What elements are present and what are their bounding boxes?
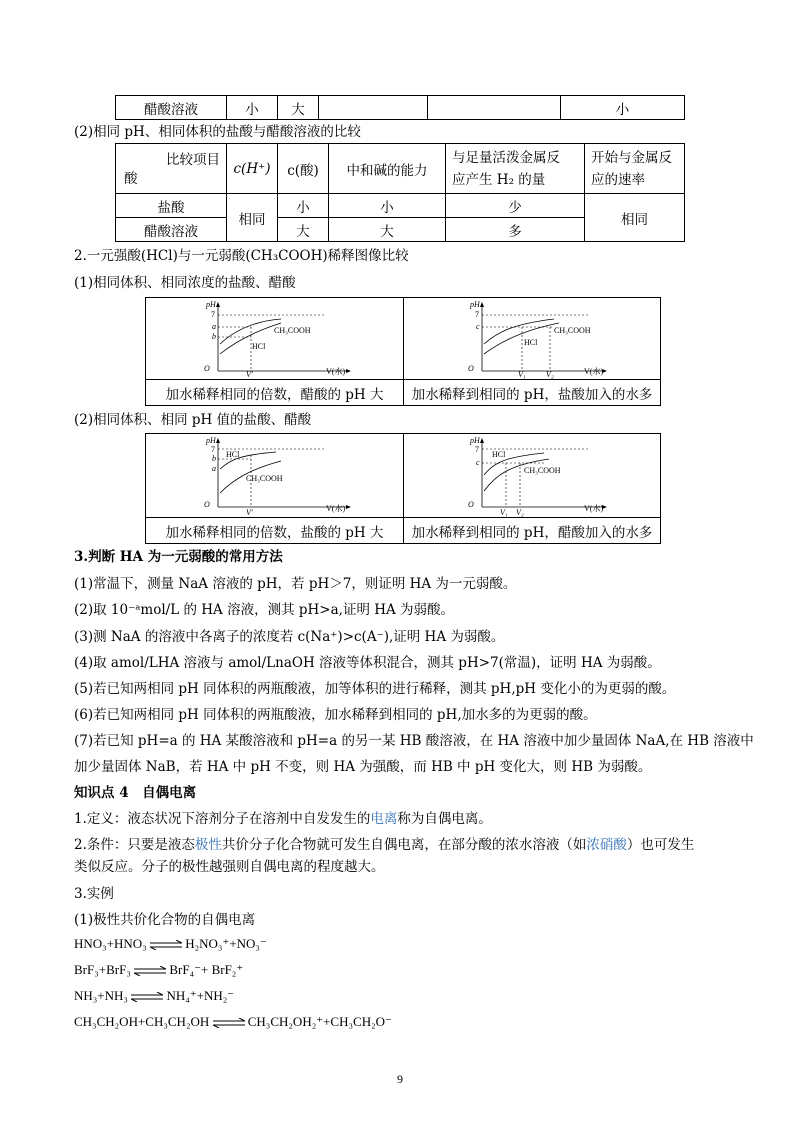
caption-1a: 加水稀释相同的倍数，醋酸的 pH 大 (146, 380, 404, 406)
cell-acetic: 醋酸溶液 (116, 96, 227, 120)
subsection-2-title: (2)相同体积、相同 pH 值的盐酸、醋酸 (74, 412, 312, 428)
method-7-cont: 加少量固体 NaB，若 HA 中 pH 不变，则 HA 为强酸，而 HB 中 pH 变化大，则 HB 为弱酸。 (74, 759, 652, 775)
graph-1a (146, 299, 402, 379)
row-acetic-neutralize: 大 (329, 218, 446, 242)
label-vprime: V' (246, 369, 253, 379)
tick-c: c (476, 321, 480, 331)
condition-line-2: 类似反应。分子的极性越强则自偶电离的程度越大。 (74, 859, 385, 875)
graph-1b (404, 299, 660, 379)
tick-c: c (476, 457, 480, 467)
dilution-title: 2.一元强酸(HCl)与一元弱酸(CH₃COOH)稀释图像比较 (74, 248, 409, 264)
label-ch3cooh: CH₃COOH (554, 325, 591, 335)
cell-large: 大 (278, 96, 319, 120)
label-ch3cooh: CH₃COOH (524, 465, 561, 475)
eq1-right: H₂NO₃⁺+NO₃⁻ (185, 936, 267, 951)
equilibrium-arrow-icon (131, 992, 163, 1002)
row-acetic-cacid: 大 (278, 218, 329, 242)
cell-empty-1 (319, 96, 428, 120)
header-rate-line1: 开始与金属反 (591, 149, 672, 166)
graph-2b-cell (404, 434, 661, 518)
tick-a: a (212, 463, 216, 473)
method-1: (1)常温下，测量 NaA 溶液的 pH，若 pH＞7，则证明 HA 为一元弱酸。 (74, 576, 517, 592)
graph-2b (404, 435, 660, 517)
header-rate (585, 144, 685, 194)
axis-y-label: pH (470, 299, 480, 309)
header-item-bottom: 酸 (124, 171, 138, 187)
graph-table-1 (145, 297, 661, 406)
label-hcl: HCl (524, 337, 538, 347)
eq2-left: BrF₃+BrF₃ (74, 962, 131, 977)
condition (74, 835, 694, 855)
tick-b: b (212, 453, 216, 463)
method-2: (2)取 10⁻ᵃmol/L 的 HA 溶液，测其 pH>a,证明 HA 为弱酸。 (74, 602, 455, 618)
label-hcl: HCl (226, 449, 240, 459)
row-acetic-name: 醋酸溶液 (116, 218, 227, 242)
tick-a: a (212, 321, 216, 331)
header-h2-line1: 与足量活泼金属反 (452, 149, 560, 166)
label-v1: V₁ (500, 507, 508, 517)
tick-b: b (212, 331, 216, 341)
axis-origin: O (468, 499, 474, 509)
axis-y-label: pH (206, 299, 216, 309)
comparison-table (115, 143, 685, 242)
label-hcl: HCl (252, 341, 266, 351)
axis-origin: O (468, 363, 474, 373)
tick-7: 7 (211, 444, 215, 454)
caption-1b: 加水稀释到相同的 pH，盐酸加入的水多 (404, 380, 661, 406)
axis-origin: O (204, 363, 210, 373)
eq4-left: CH₃CH₂OH+CH₃CH₂OH (74, 1014, 210, 1029)
equation-1 (74, 936, 267, 952)
examples-title: 3.实例 (74, 886, 114, 902)
graph-2a (146, 435, 402, 517)
eq1-left: HNO₃+HNO₃ (74, 936, 147, 951)
method-4: (4)取 amol/LHA 溶液与 amol/LnaOH 溶液等体积混合，测其 pH>7(常温)，证明 HA 为弱酸。 (74, 655, 661, 671)
row-hcl-neutralize: 小 (329, 194, 446, 218)
axis-origin: O (204, 499, 210, 509)
graph-2a-cell (146, 434, 404, 518)
equation-3 (74, 988, 234, 1004)
row-acetic-h2: 多 (446, 218, 585, 242)
cell-same-ch: 相同 (227, 194, 278, 242)
method-7: (7)若已知 pH=a 的 HA 某酸溶液和 pH=a 的另一某 HB 酸溶液，在 HA 溶液中加少量固体 NaA,在 HB 溶液中 (74, 733, 754, 749)
label-v1: V₁ (518, 369, 526, 379)
header-item-top: 比较项目 (166, 152, 220, 168)
label-v2: V₂ (516, 507, 524, 517)
caption-2a: 加水稀释相同的倍数，盐酸的 pH 大 (146, 518, 404, 544)
axis-x-label: V(水) (584, 366, 604, 376)
axis-x-label: V(水) (584, 503, 604, 513)
equation-2 (74, 962, 243, 978)
equilibrium-arrow-icon (150, 940, 182, 950)
condition-link-nitric[interactable]: 浓硝酸 (586, 837, 627, 853)
condition-part-1: 2.条件：只要是液态 (74, 837, 195, 853)
label-hcl: HCl (492, 449, 506, 459)
examples-subtitle: (1)极性共价化合物的自偶电离 (74, 912, 256, 928)
eq3-left: NH₃+NH₃ (74, 988, 128, 1003)
section-2-title: (2)相同 pH、相同体积的盐酸与醋酸溶液的比较 (74, 124, 361, 140)
eq3-right: NH₄⁺+NH₂⁻ (166, 988, 235, 1003)
label-vprime: V' (246, 507, 253, 517)
caption-2b: 加水稀释到相同的 pH，醋酸加入的水多 (404, 518, 661, 544)
cell-small-2: 小 (561, 96, 685, 120)
header-h2 (446, 144, 585, 194)
header-rate-line2: 应的速率 (591, 171, 645, 188)
knowledge-point-4-title: 知识点 4 自偶电离 (74, 785, 197, 801)
axis-x-label: V(水) (326, 366, 346, 376)
header-item (116, 144, 227, 194)
label-ch3cooh: CH₃COOH (274, 325, 311, 335)
equilibrium-arrow-icon (213, 1018, 245, 1028)
section-3-title: 3.判断 HA 为一元弱酸的常用方法 (74, 549, 283, 565)
definition (74, 809, 492, 829)
label-ch3cooh: CH₃COOH (246, 473, 283, 483)
equilibrium-arrow-icon (134, 966, 166, 976)
row-hcl-name: 盐酸 (116, 194, 227, 218)
condition-link-polarity[interactable]: 极性 (194, 837, 222, 853)
header-h2-line2: 应产生 H₂ 的量 (452, 171, 546, 188)
cell-small: 小 (227, 96, 278, 120)
cell-same-rate: 相同 (585, 194, 685, 242)
eq4-right: CH₃CH₂OH₂⁺+CH₃CH₂O⁻ (247, 1014, 392, 1029)
tick-7: 7 (211, 309, 215, 319)
definition-link[interactable]: 电离 (370, 811, 398, 827)
condition-part-3: ）也可发生 (626, 837, 695, 853)
row-hcl-cacid: 小 (278, 194, 329, 218)
method-6: (6)若已知两相同 pH 同体积的两瓶酸液，加水稀释到相同的 pH,加水多的为更弱的酸。 (74, 707, 597, 723)
tick-7: 7 (475, 309, 479, 319)
row-hcl-h2: 少 (446, 194, 585, 218)
axis-x-label: V(水) (326, 503, 346, 513)
eq2-right: BrF₄⁻+ BrF₂⁺ (169, 962, 244, 977)
axis-y-label: pH (206, 435, 216, 445)
header-cacid: c(酸) (278, 144, 329, 194)
equation-4 (74, 1014, 392, 1030)
label-v2: V₂ (546, 369, 554, 379)
header-ch: c(H⁺) (227, 144, 278, 194)
graph-table-2 (145, 433, 661, 544)
header-neutralize: 中和碱的能力 (329, 144, 446, 194)
subsection-1-title: (1)相同体积、相同浓度的盐酸、醋酸 (74, 275, 296, 291)
method-3: (3)测 NaA 的溶液中各离子的浓度若 c(Na⁺)>c(A⁻),证明 HA 为弱酸。 (74, 629, 505, 645)
method-5: (5)若已知两相同 pH 同体积的两瓶酸液，加等体积的进行稀释，测其 pH,pH 变化小的为更弱的酸。 (74, 681, 676, 697)
graph-1a-cell (146, 298, 404, 380)
condition-part-2: 共价分子化合物就可发生自偶电离，在部分酸的浓水溶液（如 (221, 837, 587, 853)
page-number: 9 (397, 1072, 403, 1086)
axis-y-label: pH (470, 435, 480, 445)
graph-1b-cell (404, 298, 661, 380)
definition-prefix: 1.定义：液态状况下溶剂分子在溶剂中自发发生的 (74, 811, 371, 827)
tick-7: 7 (475, 444, 479, 454)
definition-suffix: 称为自偶电离。 (397, 811, 492, 827)
top-table-row (115, 95, 685, 120)
cell-empty-2 (428, 96, 561, 120)
